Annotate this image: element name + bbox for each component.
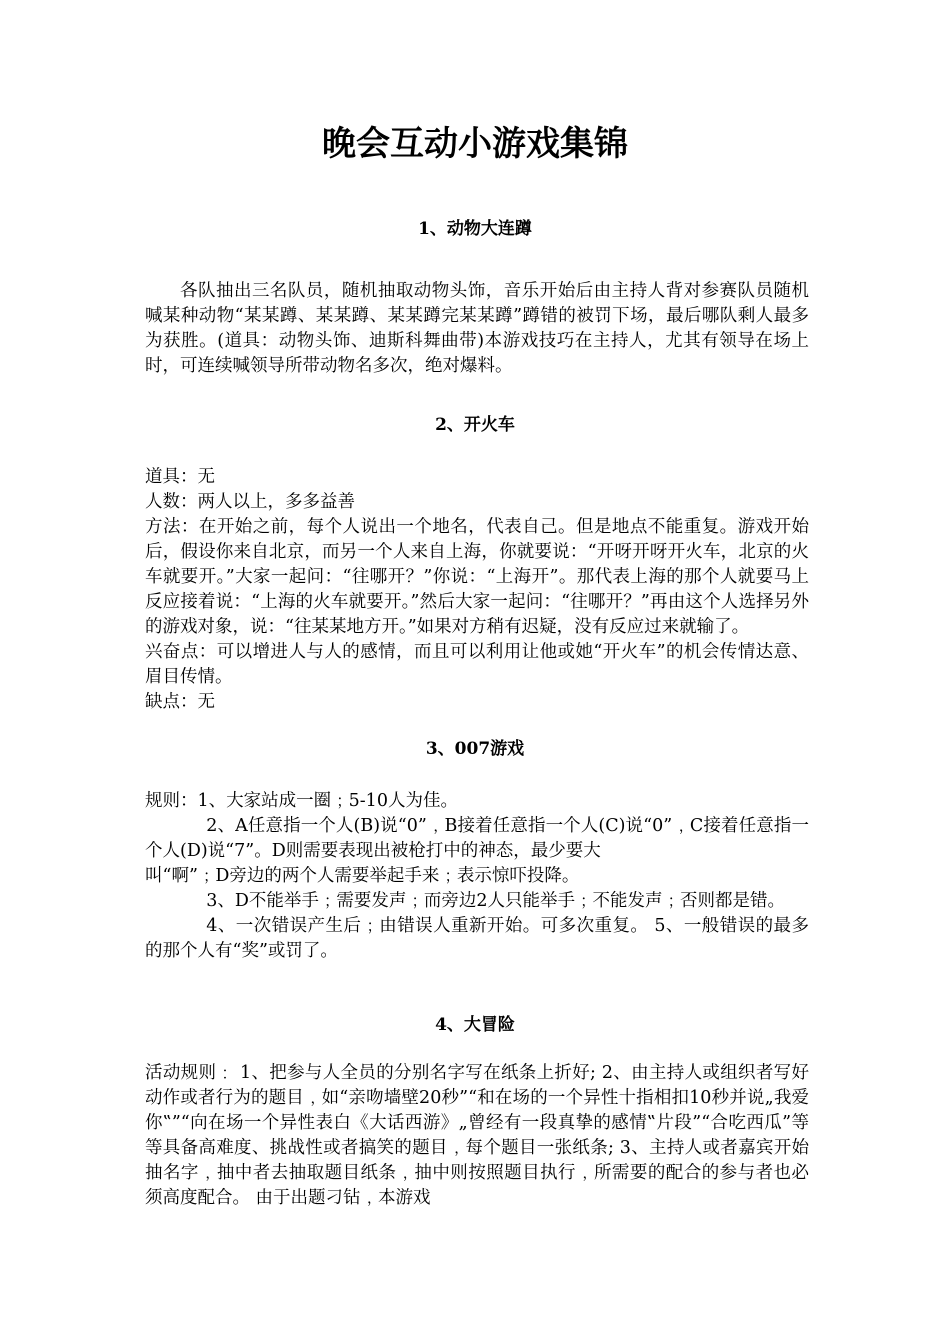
paragraph: 道具：无 [145, 467, 215, 487]
section-body [145, 789, 809, 964]
section-body [145, 1061, 809, 1211]
page-title: 晚会互动小游戏集锦 [322, 124, 628, 164]
section-heading: 3、007游戏 [425, 739, 525, 759]
paragraph: 叫“啊”﹔D旁边的两个人需要举起手来﹔表示惊吓投降。 [145, 866, 580, 886]
paragraph: 4、一次错误产生后﹔由错误人重新开始。可多次重复。 5、一般错误的最多的那个人有“奖”或罚了。 [145, 916, 809, 961]
paragraph: 各队抽出三名队员，随机抽取动物头饰，音乐开始后由主持人背对参赛队员随机喊某种动物“某某蹲、某某蹲、某某蹲完某某蹲”蹲错的被罚下场，最后哪队剩人最多为获胜。(道具：动物头饰、迪斯科舞曲带)本游戏技巧在主持人，尤其有领导在场上时，可连续喊领导所带动物名多次，绝对爆料。 [145, 281, 809, 376]
paragraph: 规则：1、大家站成一圈﹔5-10人为佳。 [145, 791, 458, 811]
paragraph: 兴奋点：可以增进人与人的感情，而且可以利用让他或她“开火车”的机会传情达意、眉目传情。 [145, 642, 809, 687]
paragraph: 2、A任意指一个人(B)说“0”﹐B接着任意指一个人(C)说“0”﹐C接着任意指一个人(D)说“7”。D则需要表现出被枪打中的神态，最少要大 [145, 816, 809, 861]
section-heading: 2、开火车 [435, 415, 515, 435]
section-heading: 4、大冒险 [435, 1015, 515, 1035]
paragraph: 人数：两人以上，多多益善 [145, 492, 355, 512]
paragraph: 3、D不能举手﹔需要发声﹔而旁边2人只能举手﹔不能发声﹔否则都是错。 [206, 891, 786, 911]
section-body [145, 279, 809, 379]
paragraph: 缺点：无 [145, 692, 215, 712]
section-heading: 1、动物大连蹲 [418, 219, 532, 239]
paragraph: 方法：在开始之前，每个人说出一个地名，代表自己。但是地点不能重复。游戏开始后，假设你来自北京，而另一个人来自上海，你就要说：“开呀开呀开火车，北京的火车就要开。”大家一起问：“往哪开？”你说：“上海开”。那代表上海的那个人就要马上反应接着说：“上海的火车就要开。”然后大家一起问：“往哪开？”再由这个人选择另外的游戏对象，说：“往某某地方开。”如果对方稍有迟疑，没有反应过来就输了。 [145, 517, 809, 637]
paragraph: 活动规则﹕ 1、把参与人全员的分别名字写在纸条上折好; 2、由主持人或组织者写好动作或者行为的题目﹐如“亲吻墙壁20秒”“和在场的一个异性十指相扣10秒并说„我爱你‟”“向在场一个异性表白《大话西游》„曾经有一段真挚的感情‟片段”“合吃西瓜”等等具备高难度、挑战性或者搞笑的题目﹐每个题目一张纸条; 3、主持人或者嘉宾开始抽名字﹐抽中者去抽取题目纸条﹐抽中则按照题目执行﹐所需要的配合的参与者也必须高度配合。 由于出题刁钻﹐本游戏 [145, 1063, 809, 1208]
section-body [145, 465, 809, 715]
